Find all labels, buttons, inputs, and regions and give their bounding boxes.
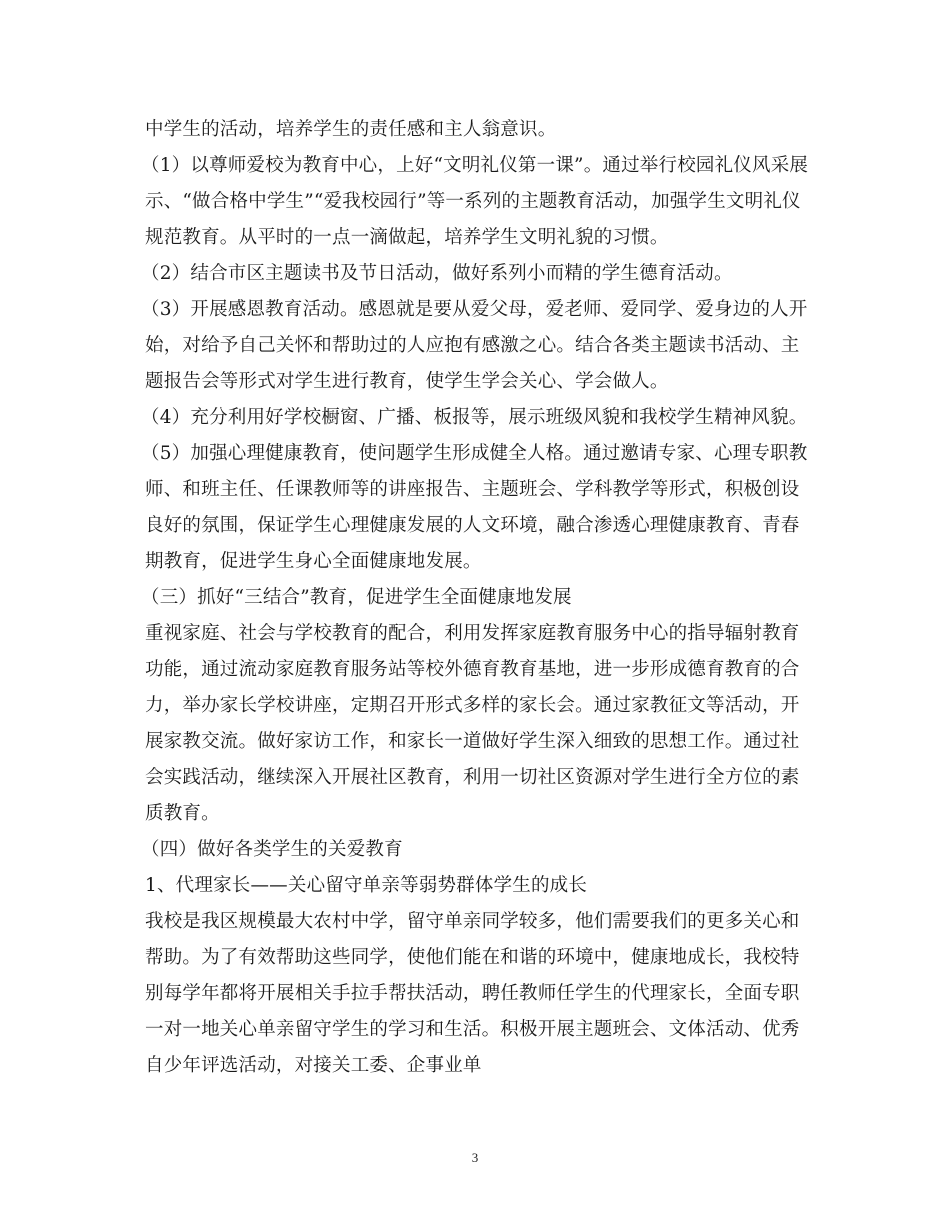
text-line: 重视家庭、社会与学校教育的配合，利用发挥家庭教育服务中心的指导辐射教育: [145, 623, 800, 644]
text-line: 一对一地关心单亲留守学生的学习和生活。积极开展主题班会、文体活动、优秀: [145, 1019, 800, 1040]
page-number: 3: [471, 1150, 479, 1165]
text-line: 我校是我区规模最大农村中学，留守单亲同学较多，他们需要我们的更多关心和: [145, 911, 800, 932]
text-line: 期教育，促进学生身心全面健康地发展。: [145, 551, 482, 572]
text-line: 规范教育。从平时的一点一滴做起，培养学生文明礼貌的习惯。: [145, 227, 669, 248]
text-line: 中学生的活动，培养学生的责任感和主人翁意识。: [145, 119, 557, 140]
text-line: （5）加强心理健康教育，使问题学生形成健全人格。通过邀请专家、心理专职教: [141, 443, 808, 464]
text-line: 力，举办家长学校讲座，定期召开形式多样的家长会。通过家教征文等活动，开: [145, 695, 800, 716]
text-line: 帮助。为了有效帮助这些同学，使他们能在和谐的环境中，健康地成长，我校特: [145, 947, 800, 968]
text-line: 别每学年都将开展相关手拉手帮扶活动，聘任教师任学生的代理家长，全面专职: [145, 983, 800, 1004]
text-line: 展家教交流。做好家访工作，和家长一道做好学生深入细致的思想工作。通过社: [145, 731, 800, 752]
text-line: 始，对给予自己关怀和帮助过的人应抱有感激之心。结合各类主题读书活动、主: [145, 335, 800, 356]
text-line: 功能，通过流动家庭教育服务站等校外德育教育基地，进一步形成德育教育的合: [145, 659, 800, 680]
text-line: 自少年评选活动，对接关工委、企事业单: [145, 1055, 482, 1076]
text-line: 质教育。: [145, 803, 220, 824]
text-line: 良好的氛围，保证学生心理健康发展的人文环境，融合渗透心理健康教育、青春: [145, 515, 800, 536]
document-body: [141, 112, 810, 1084]
section-heading: （四）做好各类学生的关爱教育: [141, 839, 403, 860]
text-line: 师、和班主任、任课教师等的讲座报告、主题班会、学科教学等形式，积极创设: [145, 479, 800, 500]
text-line: （1）以尊师爱校为教育中心，上好“文明礼仪第一课”。通过举行校园礼仪风采展: [141, 155, 809, 176]
text-line: （3）开展感恩教育活动。感恩就是要从爱父母，爱老师、爱同学、爱身边的人开: [141, 299, 808, 320]
text-line: 题报告会等形式对学生进行教育，使学生学会关心、学会做人。: [145, 371, 669, 392]
text-line: 示、“做合格中学生”“爱我校园行”等一系列的主题教育活动，加强学生文明礼仪: [145, 191, 801, 212]
section-heading: （三）抓好“三结合”教育，促进学生全面健康地发展: [141, 587, 572, 608]
text-line: （4）充分利用好学校橱窗、广播、板报等，展示班级风貌和我校学生精神风貌。: [141, 407, 808, 428]
text-line: 会实践活动，继续深入开展社区教育，利用一切社区资源对学生进行全方位的素: [145, 767, 800, 788]
text-line: （2）结合市区主题读书及节日活动，做好系列小而精的学生德育活动。: [141, 263, 733, 284]
subsection-heading: 1、代理家长——关心留守单亲等弱势群体学生的成长: [145, 875, 588, 896]
